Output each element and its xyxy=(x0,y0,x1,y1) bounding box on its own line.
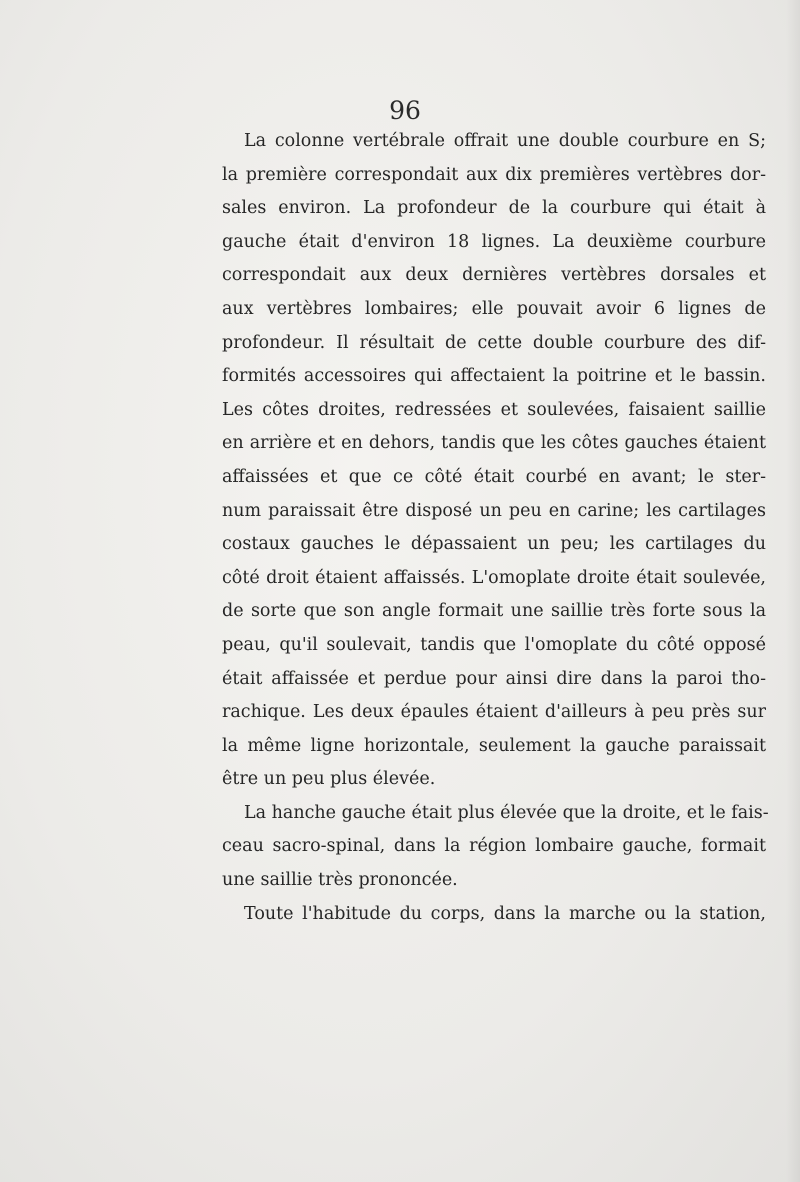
paragraph xyxy=(222,898,766,932)
text-line: ceau sacro-spinal, dans la région lombaire gauche, formait xyxy=(222,836,766,857)
paragraph xyxy=(222,797,769,898)
text-line: gauche était d'environ 18 lignes. La deuxième courbure xyxy=(222,231,766,252)
text-line: correspondait aux deux dernières vertèbres dorsales et xyxy=(222,265,766,286)
text-line: sales environ. La profondeur de la courbure qui était à xyxy=(222,198,766,219)
text-line: en arrière et en dehors, tandis que les côtes gauches étaient xyxy=(222,433,766,454)
text-line: la même ligne horizontale, seulement la gauche paraissait xyxy=(222,735,766,756)
text-line: de sorte que son angle formait une saillie très forte sous la xyxy=(222,601,766,622)
page-number: 96 xyxy=(389,96,421,125)
text-line: costaux gauches le dépassaient un peu; les cartilages du xyxy=(222,534,766,555)
text-line: peau, qu'il soulevait, tandis que l'omoplate du côté opposé xyxy=(222,634,766,655)
text-line: était affaissée et perdue pour ainsi dire dans la paroi tho- xyxy=(222,668,766,689)
body-text xyxy=(222,125,769,931)
text-line: La colonne vertébrale offrait une double courbure en S; xyxy=(244,131,766,151)
page-edge-shadow xyxy=(786,0,800,1182)
text-line: côté droit étaient affaissés. L'omoplate droite était soulevée, xyxy=(222,567,766,588)
text-line: Toute l'habitude du corps, dans la marche ou la station, xyxy=(244,903,766,924)
text-line: affaissées et que ce côté était courbé en avant; le ster- xyxy=(222,466,766,487)
text-line: être un peu plus élevée. xyxy=(222,769,436,790)
text-line: aux vertèbres lombaires; elle pouvait avoir 6 lignes de xyxy=(222,298,766,319)
text-line: rachique. Les deux épaules étaient d'ailleurs à peu près sur xyxy=(222,702,766,723)
text-line: num paraissait être disposé un peu en carine; les cartilages xyxy=(222,500,766,521)
text-line: la première correspondait aux dix premières vertèbres dor- xyxy=(222,164,766,185)
text-line: Les côtes droites, redressées et soulevées, faisaient saillie xyxy=(222,399,766,420)
text-line: formités accessoires qui affectaient la poitrine et le bassin. xyxy=(222,366,766,387)
text-line: La hanche gauche était plus élevée que la droite, et le fais- xyxy=(244,802,769,823)
paragraph xyxy=(222,125,766,797)
text-line: une saillie très prononcée. xyxy=(222,870,458,891)
text-line: profondeur. Il résultait de cette double courbure des dif- xyxy=(222,332,766,353)
